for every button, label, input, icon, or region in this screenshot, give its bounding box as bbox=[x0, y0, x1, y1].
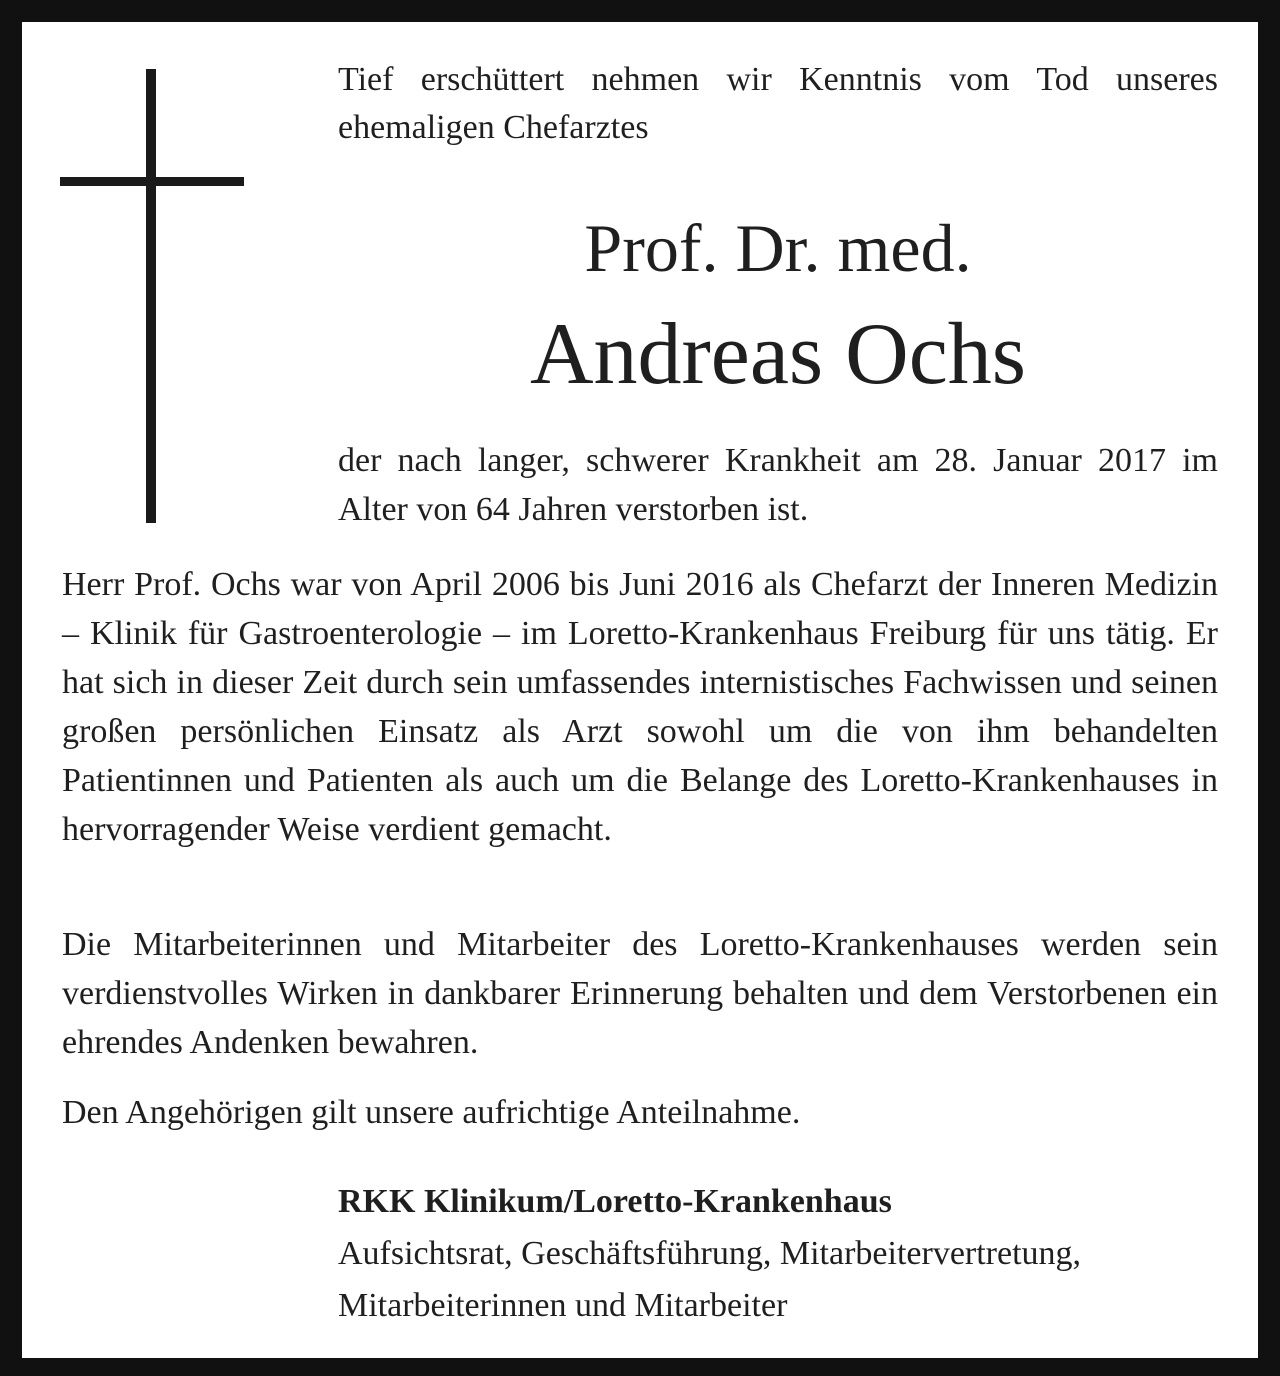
condolence-paragraph: Den Angehörigen gilt unsere aufrichtige Anteilnahme. bbox=[62, 1094, 801, 1131]
career-paragraph: Herr Prof. Ochs war von April 2006 bis Juni 2016 als Chefarzt der Inneren Medizin – Klinik für Gastroenterologie – im Loretto-Krankenhaus Freiburg für uns tätig. Er hat sich in dieser Zeit durch sein umfassendes internistisches Fachwissen und seinen großen persönlichen Einsatz als Arzt sowohl um die von ihm behandelten Patientinnen und Patienten als auch um die Belange des Loretto-Krankenhauses in hervorragender Weise verdient gemacht. bbox=[62, 566, 1218, 848]
signature-block bbox=[338, 1176, 1218, 1332]
intro-text: Tief erschüttert nehmen wir Kenntnis vom Tod unseres ehemaligen Chefarztes bbox=[338, 61, 1218, 146]
cross-horizontal-bar bbox=[60, 177, 244, 186]
death-details: der nach langer, schwerer Krankheit am 28. Januar 2017 im Alter von 64 Jahren verstorben ist. bbox=[338, 442, 1218, 528]
signature-line-1: Aufsichtsrat, Geschäftsführung, Mitarbeitervertretung, bbox=[338, 1235, 1082, 1272]
signature-organization: RKK Klinikum/Loretto-Krankenhaus bbox=[338, 1183, 892, 1220]
signature-line-2: Mitarbeiterinnen und Mitarbeiter bbox=[338, 1287, 788, 1324]
academic-title: Prof. Dr. med. bbox=[584, 210, 972, 286]
cross-vertical-bar bbox=[146, 69, 156, 523]
deceased-name: Andreas Ochs bbox=[529, 306, 1027, 403]
remembrance-paragraph: Die Mitarbeiterinnen und Mitarbeiter des Loretto-Krankenhauses werden sein verdienstvolles Wirken in dankbarer Erinnerung behalten und dem Verstorbenen ein ehrendes Andenken bewahren. bbox=[62, 926, 1218, 1061]
